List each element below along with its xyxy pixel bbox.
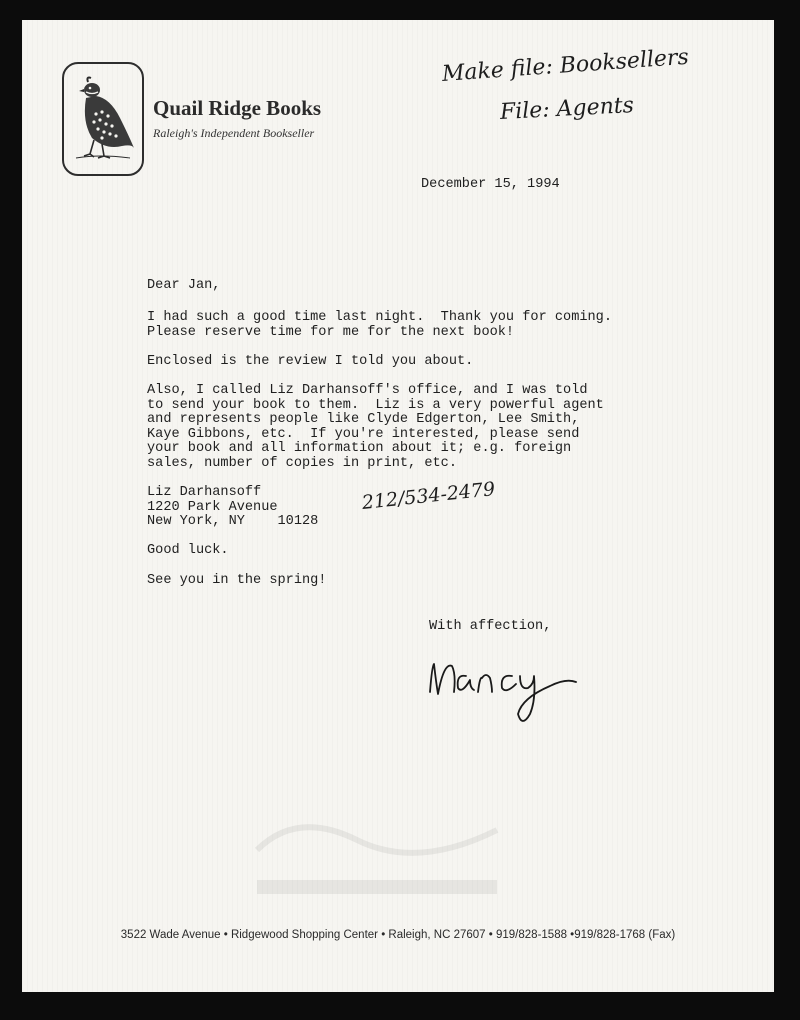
- brand-tagline: Raleigh's Independent Bookseller: [153, 126, 315, 140]
- letter-paragraph: Also, I called Liz Darhansoff's office, and I was told to send your book to them. Liz is a very powerful agent and represents people like Clyde Edgerton, Lee Smith, Kaye Gibbons, etc. If you're interested, please send your book and all information about it; e.g. foreign sales, number of copies in print, etc.: [147, 383, 604, 471]
- letter-page: [22, 20, 774, 992]
- letter-paragraph: See you in the spring!: [147, 573, 327, 588]
- brand-name: Quail Ridge Books: [153, 96, 322, 120]
- signature: [426, 652, 586, 737]
- logo: [62, 62, 144, 176]
- letter-date: December 15, 1994: [421, 177, 560, 192]
- letterhead-footer: 3522 Wade Avenue • Ridgewood Shopping Center • Raleigh, NC 27607 • 919/828-1588 •919/828-1768 (Fax): [120, 929, 676, 941]
- quail-icon: [70, 74, 136, 164]
- handwritten-note-file-booksellers: Make file: Booksellers: [441, 44, 690, 87]
- letter-salutation: Dear Jan,: [147, 278, 221, 293]
- handwritten-phone-number: 212/534-2479: [360, 478, 497, 514]
- letter-paragraph: I had such a good time last night. Thank you for coming. Please reserve time for me for the next book!: [147, 310, 612, 340]
- paper-watermark: [237, 810, 517, 920]
- letter-paragraph: Enclosed is the review I told you about.: [147, 354, 474, 369]
- letter-closing: With affection,: [429, 619, 552, 634]
- handwritten-note-file-agents: File: Agents: [499, 93, 635, 125]
- agent-address: Liz Darhansoff 1220 Park Avenue New York, NY 10128: [147, 485, 319, 529]
- letter-paragraph: Good luck.: [147, 543, 229, 558]
